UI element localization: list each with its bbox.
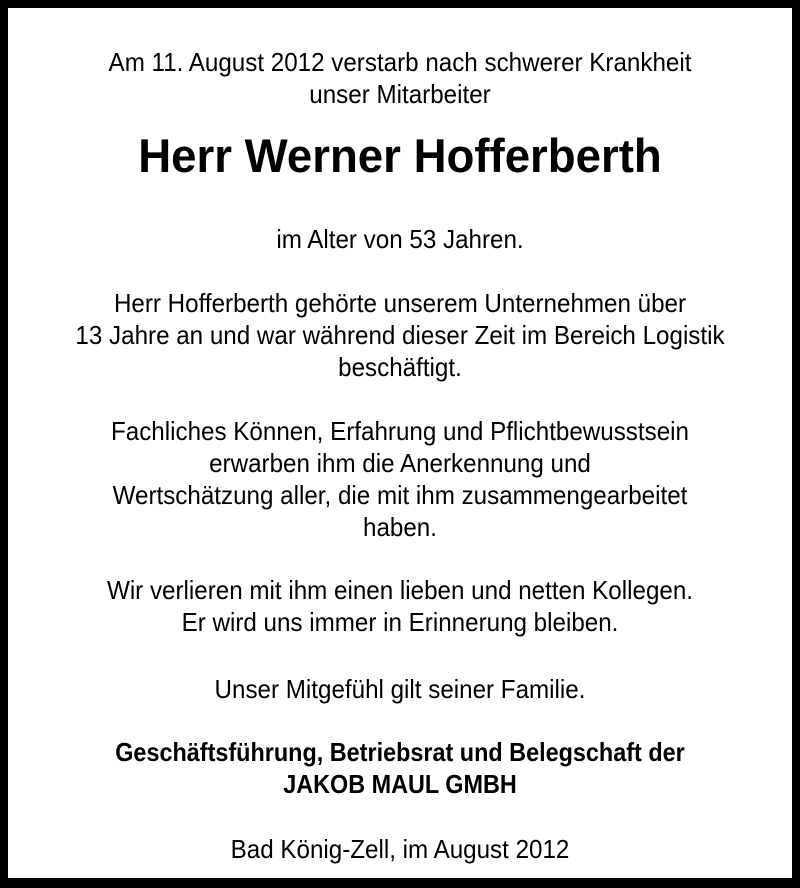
signature-line-1: Geschäftsführung, Betriebsrat und Belegschaft der [115,737,685,767]
service-line-2: 13 Jahre an und war während dieser Zeit im Bereich Logistik [75,320,725,350]
deceased-name: Herr Werner Hofferberth [138,129,662,182]
place-date-line: Bad König-Zell, im August 2012 [230,834,570,864]
praise-line-4: haben. [363,512,437,542]
intro-line-1: Am 11. August 2012 verstarb nach schwerer Krankheit [108,47,692,77]
age-line: im Alter von 53 Jahren. [276,224,524,254]
service-line-1: Herr Hofferberth gehörte unserem Unternehmen über [113,288,687,318]
farewell-line-1: Wir verlieren mit ihm einen lieben und netten Kollegen. [106,575,694,605]
praise-line-1: Fachliches Können, Erfahrung und Pflichtbewusstsein [111,416,689,446]
service-line-3: beschäftigt. [338,352,462,382]
praise-line-2: erwarben ihm die Anerkennung und [209,448,591,478]
farewell-line-2: Er wird uns immer in Erinnerung bleiben. [181,607,619,637]
condolence-line: Unser Mitgefühl gilt seiner Familie. [214,674,586,704]
signature-company: JAKOB MAUL GMBH [283,769,517,799]
praise-line-3: Wertschätzung aller, die mit ihm zusammengearbeitet [112,480,688,510]
intro-line-2: unser Mitarbeiter [309,79,491,109]
